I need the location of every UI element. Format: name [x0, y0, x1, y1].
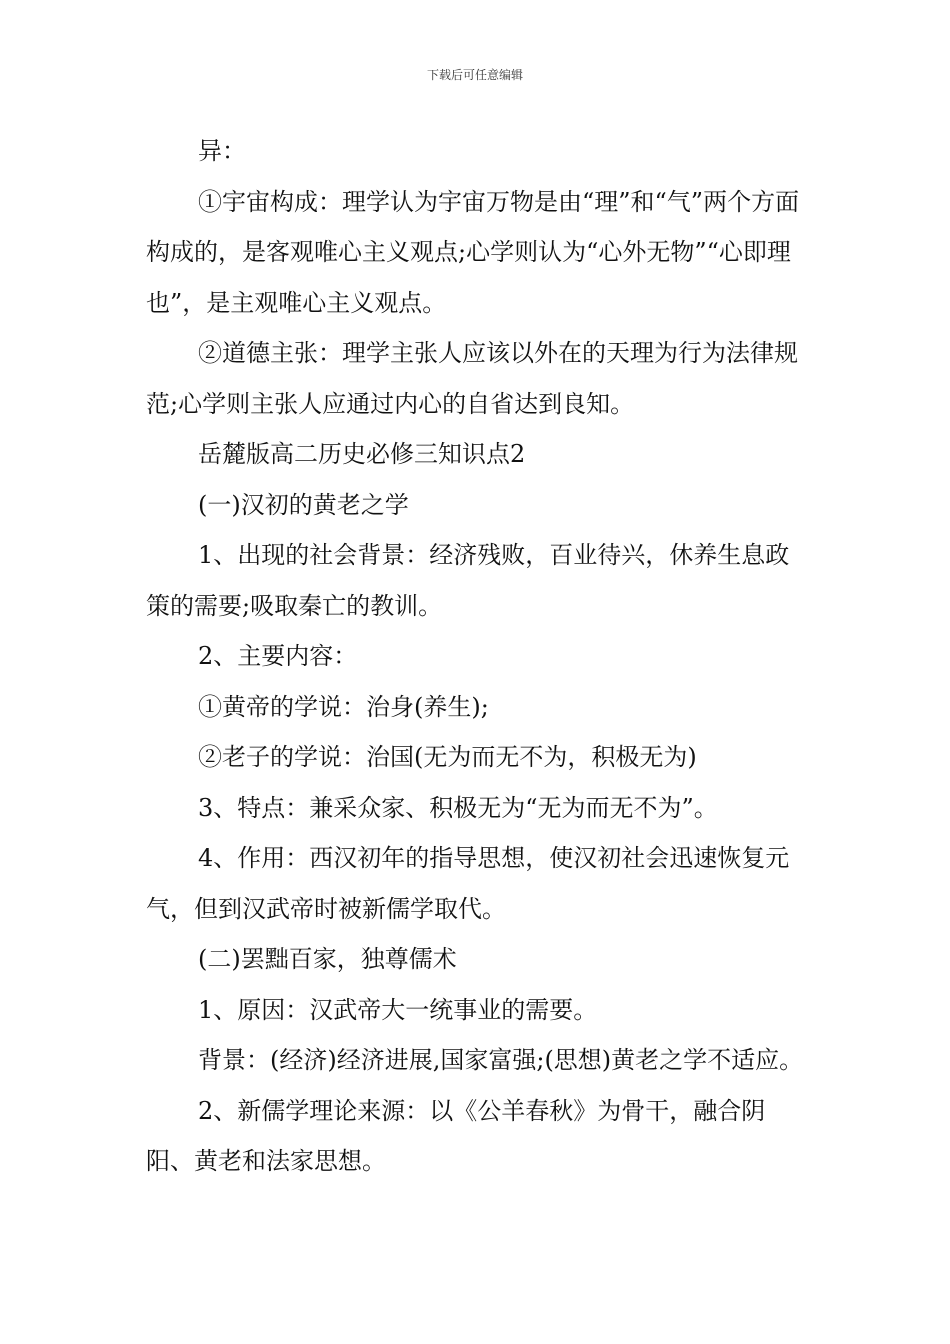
paragraph-moral-claims: ②道德主张：理学主张人应该以外在的天理为行为法律规范;心学则主张人应通过内心的自省达到良知。 [146, 339, 798, 418]
paragraph-differences-heading: 异： [198, 137, 246, 165]
paragraph-social-background: 1、出现的社会背景：经济残败，百业待兴，休养生息政策的需要;吸取秦亡的教训。 [146, 541, 790, 620]
paragraph-main-content: 2、主要内容： [198, 642, 358, 670]
paragraph-effect: 4、作用：西汉初年的指导思想，使汉初社会迅速恢复元气，但到汉武帝时被新儒学取代。 [146, 844, 790, 923]
paragraph-laozi-theory: ②老子的学说：治国(无为而无不为，积极无为) [198, 743, 697, 771]
paragraph-universe-composition: ①宇宙构成：理学认为宇宙万物是由“理”和“气”两个方面构成的，是客观唯心主义观点;心学则认为“心外无物”“心即理也”，是主观唯心主义观点。 [146, 187, 800, 317]
paragraph-theory-source: 2、新儒学理论来源：以《公羊春秋》为骨干，融合阴阳、黄老和法家思想。 [146, 1096, 766, 1175]
paragraph-features: 3、特点：兼采众家、积极无为“无为而无不为”。 [198, 793, 718, 822]
document-body [146, 126, 810, 1187]
subsection-title-huanglao: (一)汉初的黄老之学 [198, 490, 409, 519]
paragraph-reason: 1、原因：汉武帝大一统事业的需要。 [198, 995, 598, 1024]
subsection-title-confucianism: (二)罢黜百家，独尊儒术 [198, 945, 457, 973]
paragraph-background: 背景：(经济)经济进展,国家富强;(思想)黄老之学不适应。 [198, 1046, 804, 1074]
paragraph-huangdi-theory: ①黄帝的学说：治身(养生); [198, 692, 489, 721]
section-title-knowledge-point-2: 岳麓版高二历史必修三知识点2 [198, 440, 526, 468]
page-header: 下载后可任意编辑 [426, 68, 523, 82]
